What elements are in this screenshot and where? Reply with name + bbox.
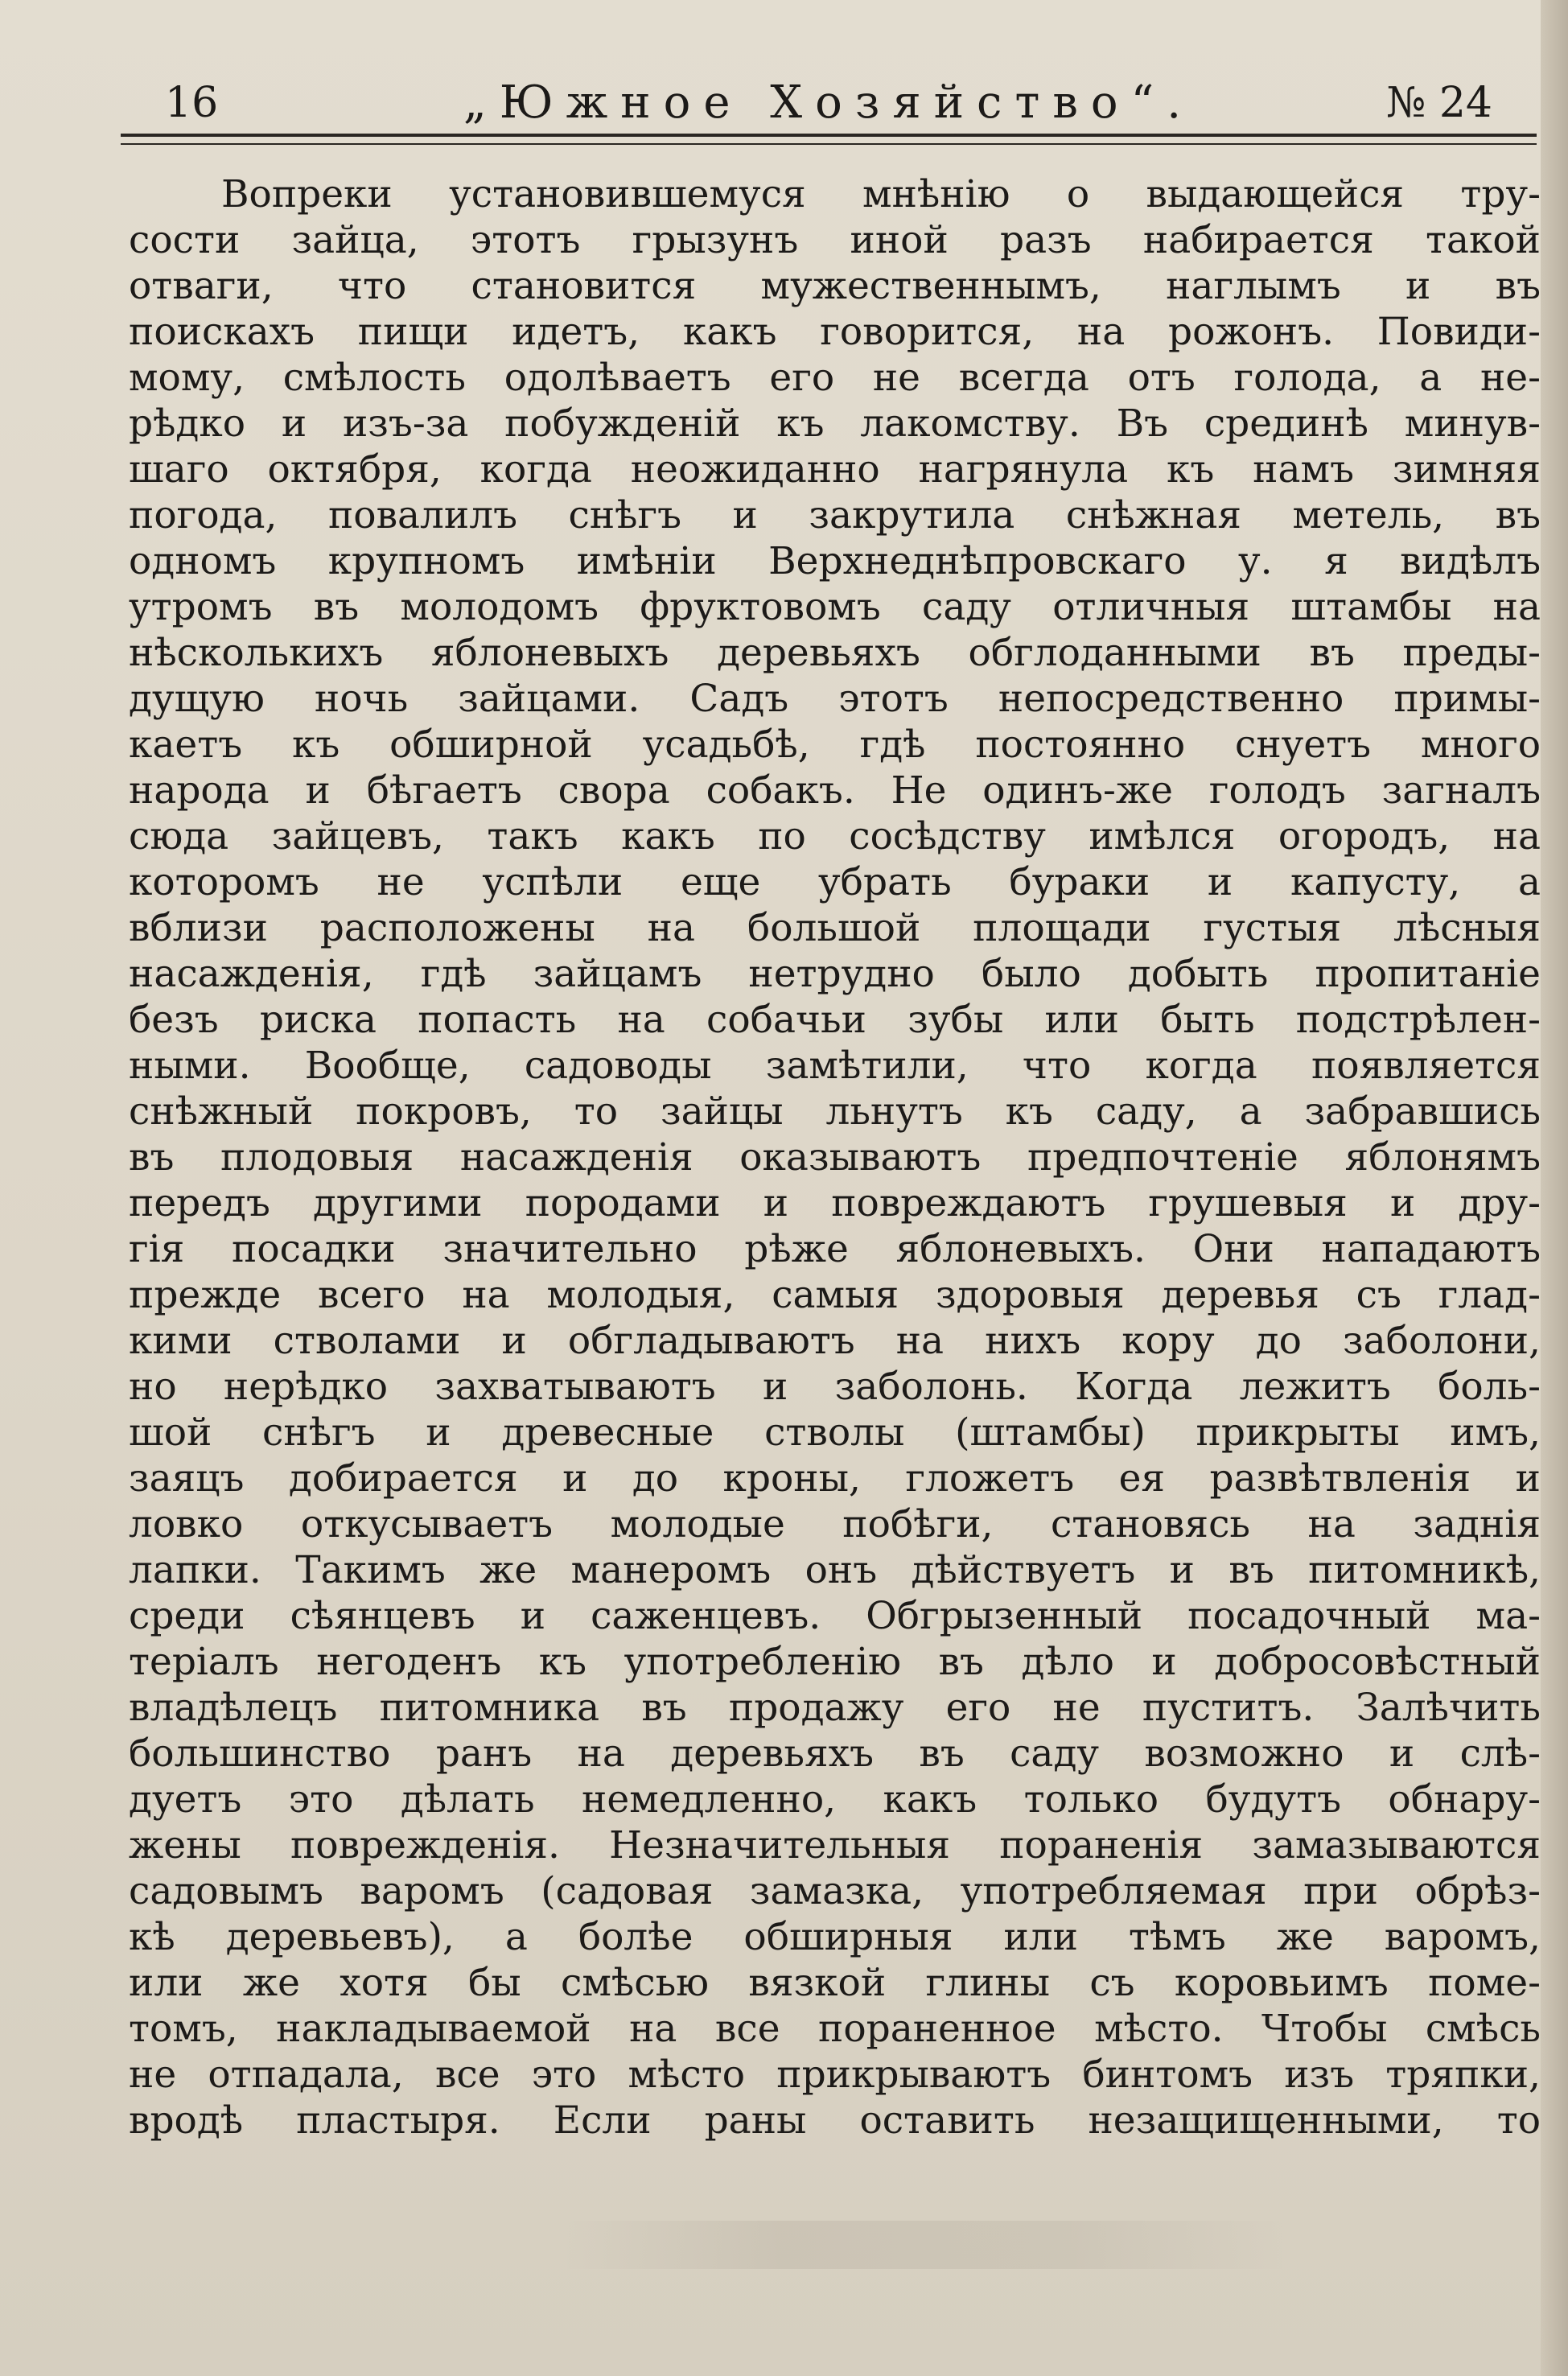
text-line: каетъ къ обширной усадьбѣ, гдѣ постоянно снуетъ много [129, 723, 1541, 767]
text-line: дуетъ это дѣлать немедленно, какъ только будутъ обнару- [129, 1777, 1541, 1822]
text-line: нѣсколькихъ яблоневыхъ деревьяхъ обглоданными въ преды- [129, 631, 1541, 675]
header-rule-thin [121, 143, 1537, 145]
text-line: сюда зайцевъ, такъ какъ по сосѣдству имѣлся огородъ, на [129, 814, 1541, 859]
article-body [129, 171, 1541, 2143]
text-line: передъ другими породами и повреждаютъ грушевыя и дру- [129, 1181, 1541, 1225]
text-line: отваги, что становится мужественнымъ, наглымъ и въ [129, 264, 1541, 308]
text-line: народа и бѣгаетъ свора собакъ. Не одинъ-же голодъ загналъ [129, 768, 1541, 813]
page-number: 16 [165, 79, 219, 127]
text-line: ловко откусываетъ молодые побѣги, становясь на заднія [129, 1502, 1541, 1546]
text-line: сости зайца, этотъ грызунъ иной разъ набирается такой [129, 218, 1541, 262]
header-rule-thick [121, 134, 1537, 137]
show-through-text [563, 2221, 1287, 2269]
text-line: въ плодовыя насажденія оказываютъ предпочтеніе яблонямъ [129, 1135, 1541, 1180]
text-line: кими стволами и обгладываютъ на нихъ кору до заболони, [129, 1319, 1541, 1363]
text-line: шаго октября, когда неожиданно нагрянула къ намъ зимняя [129, 447, 1541, 492]
text-line: гія посадки значительно рѣже яблоневыхъ. Они нападаютъ [129, 1227, 1541, 1271]
text-line: одномъ крупномъ имѣніи Верхнеднѣпровскаго у. я видѣлъ [129, 539, 1541, 583]
text-line: шой снѣгъ и древесные стволы (штамбы) прикрыты имъ, [129, 1410, 1541, 1455]
issue-number: № 24 [1386, 79, 1492, 127]
text-line: Вопреки установившемуся мнѣнію о выдающейся тру- [221, 172, 1541, 216]
text-line: заяцъ добирается и до кроны, гложетъ ея развѣтвленія и [129, 1456, 1541, 1501]
text-line: жены поврежденія. Незначительныя пораненія замазываются [129, 1823, 1541, 1867]
text-line: насажденія, гдѣ зайцамъ нетрудно было добыть пропитаніе [129, 952, 1541, 996]
text-line: лапки. Такимъ же манеромъ онъ дѣйствуетъ и въ питомникѣ, [129, 1548, 1541, 1592]
text-line: не отпадала, все это мѣсто прикрываютъ бинтомъ изъ тряпки, [129, 2053, 1541, 2097]
text-line: томъ, накладываемой на все пораненное мѣсто. Чтобы смѣсь [129, 2007, 1541, 2051]
journal-title: „Южное Хозяйство“. [463, 76, 1195, 129]
text-line: утромъ въ молодомъ фруктовомъ саду отличныя штамбы на [129, 585, 1541, 629]
text-line: теріалъ негоденъ къ употребленію въ дѣло и добросовѣстный [129, 1640, 1541, 1684]
text-line: безъ риска попасть на собачьи зубы или быть подстрѣлен- [129, 998, 1541, 1042]
page-edge-shadow [1541, 0, 1568, 2376]
text-line: но нерѣдко захватываютъ и заболонь. Когда лежитъ боль- [129, 1365, 1541, 1409]
text-line: кѣ деревьевъ), а болѣе обширныя или тѣмъ же варомъ, [129, 1915, 1541, 1959]
text-line: дущую ночь зайцами. Садъ этотъ непосредственно примы- [129, 677, 1541, 721]
text-line: рѣдко и изъ-за побужденій къ лакомству. Въ срединѣ минув- [129, 401, 1541, 446]
text-line: владѣлецъ питомника въ продажу его не пуститъ. Залѣчить [129, 1686, 1541, 1730]
text-line: которомъ не успѣли еще убрать бураки и капусту, а [129, 860, 1541, 904]
text-line: большинство ранъ на деревьяхъ въ саду возможно и слѣ- [129, 1732, 1541, 1776]
running-head [165, 74, 1492, 132]
text-line: снѣжный покровъ, то зайцы льнутъ къ саду, а забравшись [129, 1089, 1541, 1134]
text-line: поискахъ пищи идетъ, какъ говорится, на рожонъ. Повиди- [129, 310, 1541, 354]
text-line: садовымъ варомъ (садовая замазка, употребляемая при обрѣз- [129, 1869, 1541, 1913]
text-line: ными. Вообще, садоводы замѣтили, что когда появляется [129, 1044, 1541, 1088]
text-line: мому, смѣлость одолѣваетъ его не всегда отъ голода, а не- [129, 356, 1541, 400]
text-line: среди сѣянцевъ и саженцевъ. Обгрызенный посадочный ма- [129, 1594, 1541, 1638]
text-line: прежде всего на молодыя, самыя здоровыя деревья съ глад- [129, 1273, 1541, 1317]
text-line: погода, повалилъ снѣгъ и закрутила снѣжная метель, въ [129, 493, 1541, 537]
text-line: вродѣ пластыря. Если раны оставить незащищенными, то [129, 2098, 1541, 2143]
text-line: вблизи расположены на большой площади густыя лѣсныя [129, 906, 1541, 950]
text-line: или же хотя бы смѣсью вязкой глины съ коровьимъ поме- [129, 1961, 1541, 2005]
